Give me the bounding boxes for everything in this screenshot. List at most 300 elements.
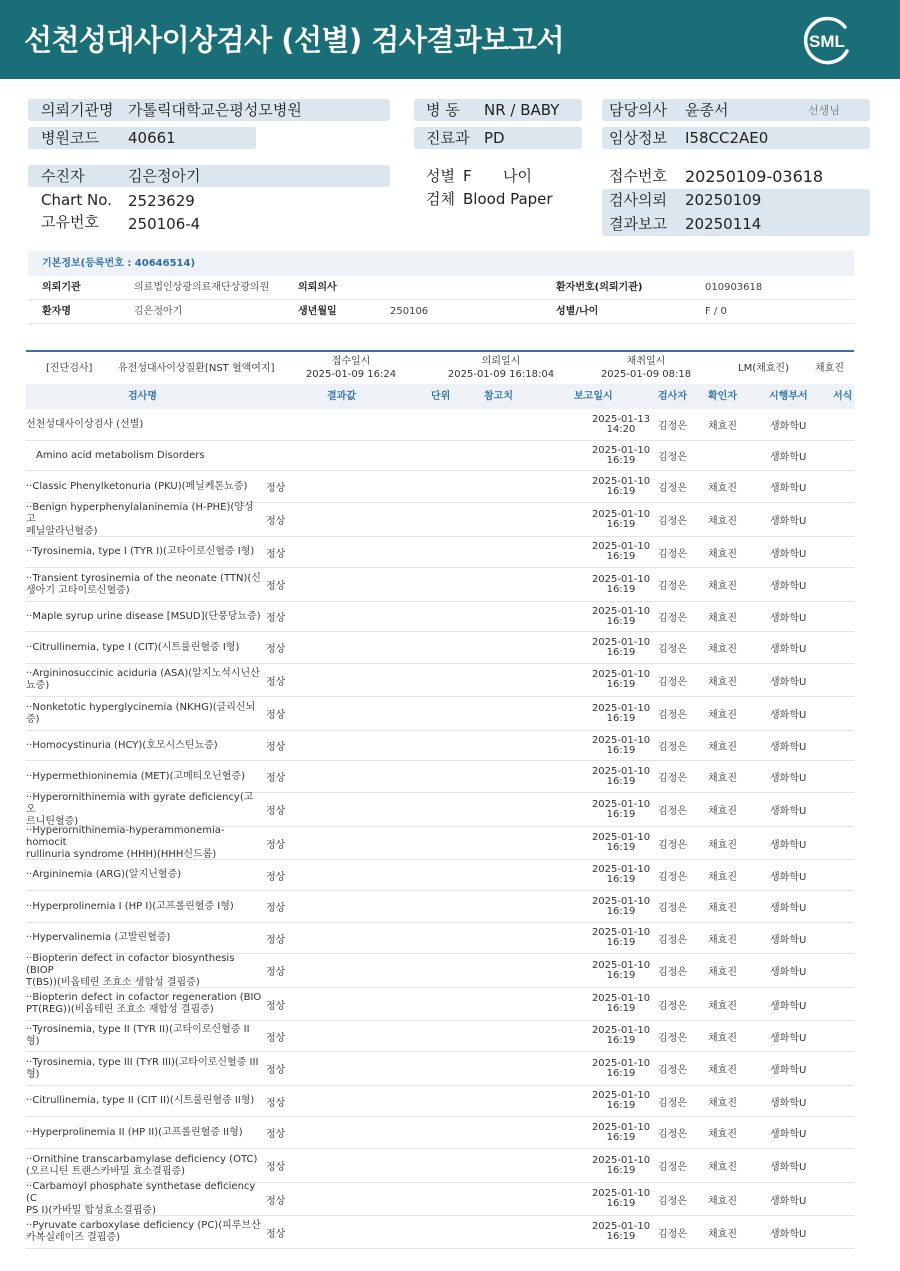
test-name: ··Tyrosinemia, type III (TYR III)(고타이로신혈증 III — [26, 1056, 259, 1068]
dept-name: 생화학U — [770, 1000, 807, 1012]
meta-lm: LM(채효진) — [738, 363, 789, 374]
chart-label: Chart No. — [41, 191, 112, 209]
confirmer-name: 채효진 — [708, 839, 737, 851]
table-row — [26, 1183, 854, 1216]
test-name-cell — [26, 1086, 262, 1116]
test-name-cell — [26, 602, 262, 631]
test-meta-row — [26, 350, 854, 384]
confirmer-name: 채효진 — [708, 1000, 737, 1012]
doctor-label: 담당의사 — [609, 101, 667, 119]
table-row — [26, 503, 854, 537]
dept-name: 생화학U — [770, 839, 807, 851]
test-name: ··Citrullinemia, type I (CIT)(시트룰린혈증 I형) — [26, 641, 240, 653]
recipient-label: 수진자 — [41, 167, 85, 185]
meta-receipt-label: 접수일시 — [331, 356, 371, 367]
report-time: 16:19 — [606, 1164, 636, 1176]
test-name: 생아기 고타이로신혈증) — [26, 584, 130, 596]
test-name: T(BS))(비옵테린 조효소 생합성 결핍증) — [26, 976, 200, 988]
dept-name: 생화학U — [770, 421, 807, 432]
confirmer-name: 채효진 — [708, 967, 737, 978]
report-date: 2025-01-10 — [591, 1121, 651, 1133]
table-row — [26, 793, 854, 827]
table-row — [26, 731, 854, 761]
result-value: 정상 — [266, 806, 286, 817]
meta-request-value: 2025-01-09 16:18:04 — [447, 369, 555, 380]
report-time: 16:19 — [606, 842, 636, 853]
tester-name: 김정은 — [658, 1032, 687, 1044]
test-name-cell — [26, 471, 262, 502]
confirmer-name: 채효진 — [708, 773, 737, 784]
result-value: 정상 — [266, 934, 286, 946]
tester-name: 김정은 — [658, 773, 687, 784]
report-date: 2025-01-10 — [591, 573, 651, 585]
test-name: 증) — [26, 713, 40, 725]
report-date: 2025-01-10 — [591, 959, 651, 971]
basic-doctor-label: 의뢰의사 — [298, 282, 337, 293]
confirmer-name: 채효진 — [708, 710, 737, 721]
result-value: 정상 — [266, 613, 286, 624]
tester-name: 김정은 — [658, 676, 687, 688]
table-row — [26, 602, 854, 632]
request-label: 검사의뢰 — [609, 191, 667, 209]
test-name: ··Tyrosinemia, type II (TYR II)(고타이로신혈증 II형) — [26, 1024, 250, 1047]
test-name-cell — [26, 1117, 262, 1148]
results-table-body — [26, 409, 854, 1249]
report-time: 16:19 — [606, 518, 636, 530]
report-time: 16:19 — [606, 744, 636, 756]
table-row — [26, 1021, 854, 1052]
test-name-cell — [26, 1183, 262, 1215]
col-dept-header: 시행부서 — [769, 391, 808, 402]
report-time: 16:19 — [606, 1035, 636, 1046]
test-name: ··Hyperprolinemia II (HP II)(고프롤린혈증 II형) — [26, 1126, 243, 1138]
basic-name-label: 환자명 — [42, 306, 71, 317]
report-date: 2025-01-10 — [591, 1154, 651, 1166]
report-date: 2025-01-10 — [591, 1090, 651, 1101]
test-name: ··Hyperprolinemia I (HP I)(고프롤린혈증 I형) — [26, 900, 234, 912]
meta-lm-name: 채효진 — [815, 363, 844, 374]
test-name: ··Classic Phenylketonuria (PKU)(페닐케톤뇨증) — [26, 480, 248, 492]
test-name: ··Ornithine transcarbamylase deficiency (OTC) — [26, 1153, 258, 1165]
test-name: ··Hypermethioninemia (MET)(고메티오닌혈증) — [26, 770, 245, 782]
test-name-cell — [26, 537, 262, 567]
test-name: ··Maple syrup urine disease [MSUD](단풍당뇨증) — [26, 610, 261, 622]
report-time: 16:19 — [606, 1003, 636, 1014]
test-name: ··Argininemia (ARG)(알지닌혈증) — [26, 869, 182, 880]
test-name-cell — [26, 441, 262, 470]
dept-value: PD — [484, 129, 505, 147]
dept-name: 생화학U — [770, 871, 807, 883]
tester-name: 김정은 — [658, 967, 687, 978]
test-name: ··Citrullinemia, type II (CIT II)(시트룰린혈증 II형) — [26, 1095, 255, 1106]
recipient-value: 김은정아기 — [128, 167, 201, 185]
result-value: 정상 — [266, 1065, 286, 1076]
confirmer-name: 채효진 — [708, 871, 737, 883]
confirmer-name: 채효진 — [708, 548, 737, 560]
test-name: rullinuria syndrome (HHH)(HHH신드롬) — [26, 849, 217, 860]
report-date: 2025-01-10 — [591, 1025, 651, 1036]
report-value: 20250114 — [685, 215, 762, 233]
report-date: 2025-01-10 — [591, 475, 651, 487]
report-header — [0, 0, 900, 79]
dept-name: 생화학U — [770, 613, 807, 624]
report-date: 2025-01-10 — [591, 702, 651, 714]
basic-sexage-value: F / 0 — [705, 306, 727, 317]
dept-name: 생화학U — [770, 773, 807, 784]
test-name: ··Pyruvate carboxylase deficiency (PC)(피루브산 — [26, 1220, 261, 1231]
result-value: 정상 — [266, 581, 286, 592]
dept-name: 생화학U — [770, 967, 807, 978]
report-date: 2025-01-10 — [591, 605, 651, 617]
test-name-cell — [26, 761, 262, 792]
chart-value: 2523629 — [128, 192, 195, 210]
result-value: 정상 — [266, 483, 286, 494]
test-name: ··Carbamoyl phosphate synthetase deficiency (C — [26, 1181, 256, 1204]
report-time: 16:19 — [606, 874, 636, 885]
report-date: 2025-01-10 — [591, 765, 651, 777]
report-date: 2025-01-10 — [591, 541, 651, 552]
test-name: ··Argininosuccinic aciduria (ASA)(알지노석시닌산 — [26, 668, 260, 679]
dept-name: 생화학U — [770, 644, 807, 655]
test-name: 형) — [26, 1068, 40, 1080]
basic-name-value: 김은정아기 — [134, 306, 183, 317]
test-name-cell — [26, 731, 262, 760]
sex-label: 성별 — [426, 167, 455, 185]
dept-name: 생화학U — [770, 1129, 807, 1140]
basic-sexage-label: 성별/나이 — [556, 306, 599, 317]
confirmer-name: 채효진 — [708, 613, 737, 624]
confirmer-name: 채효진 — [708, 483, 737, 494]
dept-name: 생화학U — [770, 806, 807, 817]
dept-name: 생화학U — [770, 1097, 807, 1109]
report-time: 16:19 — [606, 679, 636, 690]
dept-name: 생화학U — [770, 742, 807, 753]
tester-name: 김정은 — [658, 1097, 687, 1109]
tester-name: 김정은 — [658, 1129, 687, 1140]
confirmer-name: 채효진 — [708, 676, 737, 688]
test-name: PT(REG))(비옵테린 조효소 재합성 결핍증) — [26, 1004, 214, 1015]
tester-name: 김정은 — [658, 1065, 687, 1076]
test-name-cell — [26, 409, 262, 440]
report-time: 16:19 — [606, 1198, 636, 1209]
report-time: 16:19 — [606, 1231, 636, 1242]
result-value: 정상 — [266, 710, 286, 721]
tester-name: 김정은 — [658, 710, 687, 721]
unique-label: 고유번호 — [41, 213, 99, 231]
test-name-cell — [26, 827, 262, 859]
report-time: 16:19 — [606, 1067, 636, 1079]
institution-value: 가톨릭대학교은평성모병원 — [128, 101, 302, 119]
table-row — [26, 1086, 854, 1117]
result-value: 정상 — [266, 1195, 286, 1207]
test-name: Amino acid metabolism Disorders — [36, 449, 205, 461]
dept-name: 생화학U — [770, 452, 807, 463]
confirmer-name: 채효진 — [708, 516, 737, 527]
tester-name: 김정은 — [658, 742, 687, 753]
basic-info-row — [28, 276, 854, 300]
col-format-header: 서식 — [833, 391, 853, 402]
test-name-cell — [26, 1021, 262, 1051]
table-row — [26, 1117, 854, 1149]
confirmer-name: 채효진 — [708, 644, 737, 655]
results-table-header — [26, 384, 854, 409]
institution-label: 의뢰기관명 — [41, 101, 114, 119]
test-name: (오르니틴 트랜스카바밀 효소결핍증) — [26, 1165, 186, 1177]
col-confirmer-header: 확인자 — [708, 391, 737, 402]
table-row — [26, 860, 854, 891]
report-time: 16:19 — [606, 1100, 636, 1111]
result-value: 정상 — [266, 967, 286, 978]
report-date: 2025-01-10 — [591, 669, 651, 680]
confirmer-name: 채효진 — [708, 1032, 737, 1044]
test-name: ··Nonketotic hyperglycinemia (NKHG)(글리신뇌 — [26, 701, 256, 713]
report-time: 16:19 — [606, 615, 636, 627]
dept-label: 진료과 — [426, 129, 470, 147]
dept-name: 생화학U — [770, 516, 807, 527]
table-row — [26, 891, 854, 923]
tester-name: 김정은 — [658, 903, 687, 914]
tester-name: 김정은 — [658, 644, 687, 655]
test-name-cell — [26, 793, 262, 826]
table-row — [26, 409, 854, 441]
table-row — [26, 537, 854, 568]
test-name: ··Transient tyrosinemia of the neonate (TTN)(신 — [26, 572, 261, 584]
test-name: 르니틴혈증) — [26, 815, 79, 827]
specimen-label: 검체 — [426, 190, 455, 208]
col-unit-header: 단위 — [431, 391, 451, 402]
report-time: 16:19 — [606, 775, 636, 787]
tester-name: 김정은 — [658, 934, 687, 946]
dept-name: 생화학U — [770, 1195, 807, 1207]
table-row — [26, 1052, 854, 1086]
col-result-header: 결과값 — [327, 391, 356, 402]
unique-value: 250106-4 — [128, 215, 201, 233]
result-value: 정상 — [266, 903, 286, 914]
test-name: ··Tyrosinemia, type I (TYR I)(고타이로신혈증 I형) — [26, 546, 255, 557]
report-date: 2025-01-10 — [591, 508, 651, 520]
result-value — [266, 409, 306, 440]
result-value — [266, 441, 306, 470]
test-name: 뇨증) — [26, 680, 50, 691]
test-name-cell — [26, 923, 262, 953]
result-value: 정상 — [266, 839, 286, 851]
meta-category: [진단검사] — [46, 363, 93, 374]
test-name: ··Homocystinuria (HCY)(호모시스틴뇨증) — [26, 739, 218, 751]
report-time: 16:19 — [606, 937, 636, 948]
meta-request-label: 의뢰일시 — [481, 356, 521, 367]
test-name: 페닐알라닌혈증) — [26, 525, 98, 537]
test-name-cell — [26, 568, 262, 601]
report-date: 2025-01-10 — [591, 798, 651, 810]
report-time: 16:19 — [606, 808, 636, 820]
table-row — [26, 988, 854, 1021]
confirmer-name: 채효진 — [708, 1065, 737, 1076]
report-time: 14:20 — [606, 423, 636, 435]
meta-collect-value: 2025-01-09 08:18 — [600, 369, 692, 380]
confirmer-name: 채효진 — [708, 806, 737, 817]
tester-name: 김정은 — [658, 548, 687, 560]
report-date: 2025-01-10 — [591, 1188, 651, 1199]
result-value: 정상 — [266, 1228, 286, 1240]
table-row — [26, 827, 854, 860]
basic-institution-label: 의뢰기관 — [42, 282, 81, 293]
result-value: 정상 — [266, 644, 286, 655]
test-name: ··Biopterin defect in cofactor biosynthesis (BIOP — [26, 952, 235, 976]
ward-label: 병 동 — [426, 101, 460, 119]
test-name-cell — [26, 664, 262, 696]
confirmer-name: 채효진 — [708, 1097, 737, 1109]
logo-text: SML — [809, 32, 845, 51]
tester-name: 김정은 — [658, 1000, 687, 1012]
ward-value: NR / BABY — [484, 101, 560, 119]
table-row — [26, 568, 854, 602]
result-value: 정상 — [266, 1000, 286, 1012]
meta-receipt-value: 2025-01-09 16:24 — [305, 369, 397, 380]
receipt-label: 접수번호 — [609, 167, 667, 185]
test-name-cell — [26, 988, 262, 1020]
report-date: 2025-01-10 — [591, 1221, 651, 1232]
test-name-cell — [26, 1052, 262, 1085]
report-date: 2025-01-10 — [591, 895, 651, 907]
basic-patient-no-value: 010903618 — [705, 282, 763, 293]
basic-patient-no-label: 환자번호(의뢰기관) — [556, 282, 643, 293]
test-name-cell — [26, 954, 262, 987]
table-row — [26, 954, 854, 988]
report-time: 16:19 — [606, 454, 636, 466]
report-date: 2025-01-10 — [591, 636, 651, 648]
table-row — [26, 1149, 854, 1183]
tester-name: 김정은 — [658, 839, 687, 851]
result-value: 정상 — [266, 1032, 286, 1044]
tester-name: 김정은 — [658, 421, 687, 432]
test-name-cell — [26, 503, 262, 536]
tester-name: 김정은 — [658, 806, 687, 817]
dept-name: 생화학U — [770, 710, 807, 721]
hospital-code-label: 병원코드 — [41, 129, 99, 147]
confirmer-name: 채효진 — [708, 421, 737, 432]
table-row — [26, 923, 854, 954]
confirmer-name: 채효진 — [708, 903, 737, 914]
dept-name: 생화학U — [770, 1065, 807, 1076]
test-name: ··Biopterin defect in cofactor regeneration (BIO — [26, 992, 262, 1003]
clinical-label: 임상정보 — [609, 129, 667, 147]
tester-name: 김정은 — [658, 452, 687, 463]
clinical-value: I58CC2AE0 — [685, 129, 769, 147]
basic-info-section — [28, 251, 854, 324]
test-name-cell — [26, 1216, 262, 1248]
test-name-cell — [26, 860, 262, 890]
sml-logo-icon — [800, 13, 854, 67]
test-name: ··Hyperornithinemia with gyrate deficiency(고오 — [26, 791, 254, 815]
dept-name: 생화학U — [770, 1228, 807, 1240]
dept-name: 생화학U — [770, 581, 807, 592]
dept-name: 생화학U — [770, 1162, 807, 1173]
col-reference-header: 참고치 — [484, 391, 513, 402]
report-time: 16:19 — [606, 646, 636, 658]
test-name-cell — [26, 1149, 262, 1182]
report-date: 2025-01-10 — [591, 864, 651, 875]
result-value: 정상 — [266, 676, 286, 688]
confirmer-name: 채효진 — [708, 742, 737, 753]
doctor-value: 윤종서 — [685, 101, 729, 119]
result-value: 정상 — [266, 773, 286, 784]
doctor-suffix: 선생님 — [808, 104, 840, 117]
receipt-value: 20250109-03618 — [685, 167, 824, 186]
table-row — [26, 441, 854, 471]
report-time: 16:19 — [606, 712, 636, 724]
test-name-cell — [26, 632, 262, 663]
confirmer-name: 채효진 — [708, 934, 737, 946]
report-date: 2025-01-10 — [591, 1057, 651, 1069]
table-row — [26, 664, 854, 697]
test-name: ··Hypervalinemia (고발린혈증) — [26, 932, 171, 943]
dept-name: 생화학U — [770, 903, 807, 914]
tester-name: 김정은 — [658, 581, 687, 592]
tester-name: 김정은 — [658, 871, 687, 883]
result-value: 정상 — [266, 742, 286, 753]
dept-name: 생화학U — [770, 934, 807, 946]
report-time: 16:19 — [606, 583, 636, 595]
meta-test-name: 유전성대사이상질환[NST 혈액여지] — [118, 363, 275, 374]
meta-collect-label: 채취일시 — [626, 356, 666, 367]
age-label: 나이 — [503, 167, 532, 185]
request-value: 20250109 — [685, 191, 762, 209]
result-value: 정상 — [266, 516, 286, 527]
sex-value: F — [463, 167, 472, 185]
report-label: 결과보고 — [609, 215, 667, 233]
confirmer-name: 채효진 — [708, 1228, 737, 1240]
tester-name: 김정은 — [658, 483, 687, 494]
table-row — [26, 761, 854, 793]
test-name: 카복실레이즈 결핍증) — [26, 1232, 121, 1243]
table-row — [26, 697, 854, 731]
test-name-cell — [26, 697, 262, 730]
col-test-header: 검사명 — [128, 391, 157, 402]
dept-name: 생화학U — [770, 483, 807, 494]
tester-name: 김정은 — [658, 613, 687, 624]
test-name: ··Hyperornithinemia-hyperammonemia-homocit — [26, 825, 225, 848]
report-time: 16:19 — [606, 969, 636, 981]
result-value: 정상 — [266, 1162, 286, 1173]
confirmer-name: 채효진 — [708, 581, 737, 592]
basic-birth-label: 생년월일 — [298, 306, 337, 317]
basic-info-heading: 기본정보(등록번호 : 40646514) — [28, 251, 854, 276]
col-report-date-header: 보고일시 — [574, 391, 613, 402]
test-name: 선천성대사이상검사 (선별) — [26, 418, 144, 430]
result-value: 정상 — [266, 548, 286, 560]
report-date: 2025-01-10 — [591, 993, 651, 1004]
col-tester-header: 검사자 — [658, 391, 687, 402]
report-time: 16:19 — [606, 485, 636, 497]
report-time: 16:19 — [606, 905, 636, 917]
report-date: 2025-01-10 — [591, 927, 651, 938]
test-name: ··Benign hyperphenylalaninemia (H-PHE)(양성 고 — [26, 501, 254, 525]
dept-name: 생화학U — [770, 676, 807, 688]
tester-name: 김정은 — [658, 1195, 687, 1207]
test-name-cell — [26, 891, 262, 922]
basic-birth-value: 250106 — [390, 306, 429, 317]
table-row — [26, 471, 854, 503]
hospital-code-value: 40661 — [128, 129, 176, 147]
tester-name: 김정은 — [658, 1162, 687, 1173]
report-time: 16:19 — [606, 1131, 636, 1143]
tester-name: 김정은 — [658, 1228, 687, 1240]
table-row — [26, 1216, 854, 1249]
report-date: 2025-01-13 — [591, 413, 651, 425]
test-name: PS I)(카바밀 합성효소결핍증) — [26, 1205, 156, 1216]
report-date: 2025-01-10 — [591, 832, 651, 843]
confirmer-name: 채효진 — [708, 1129, 737, 1140]
